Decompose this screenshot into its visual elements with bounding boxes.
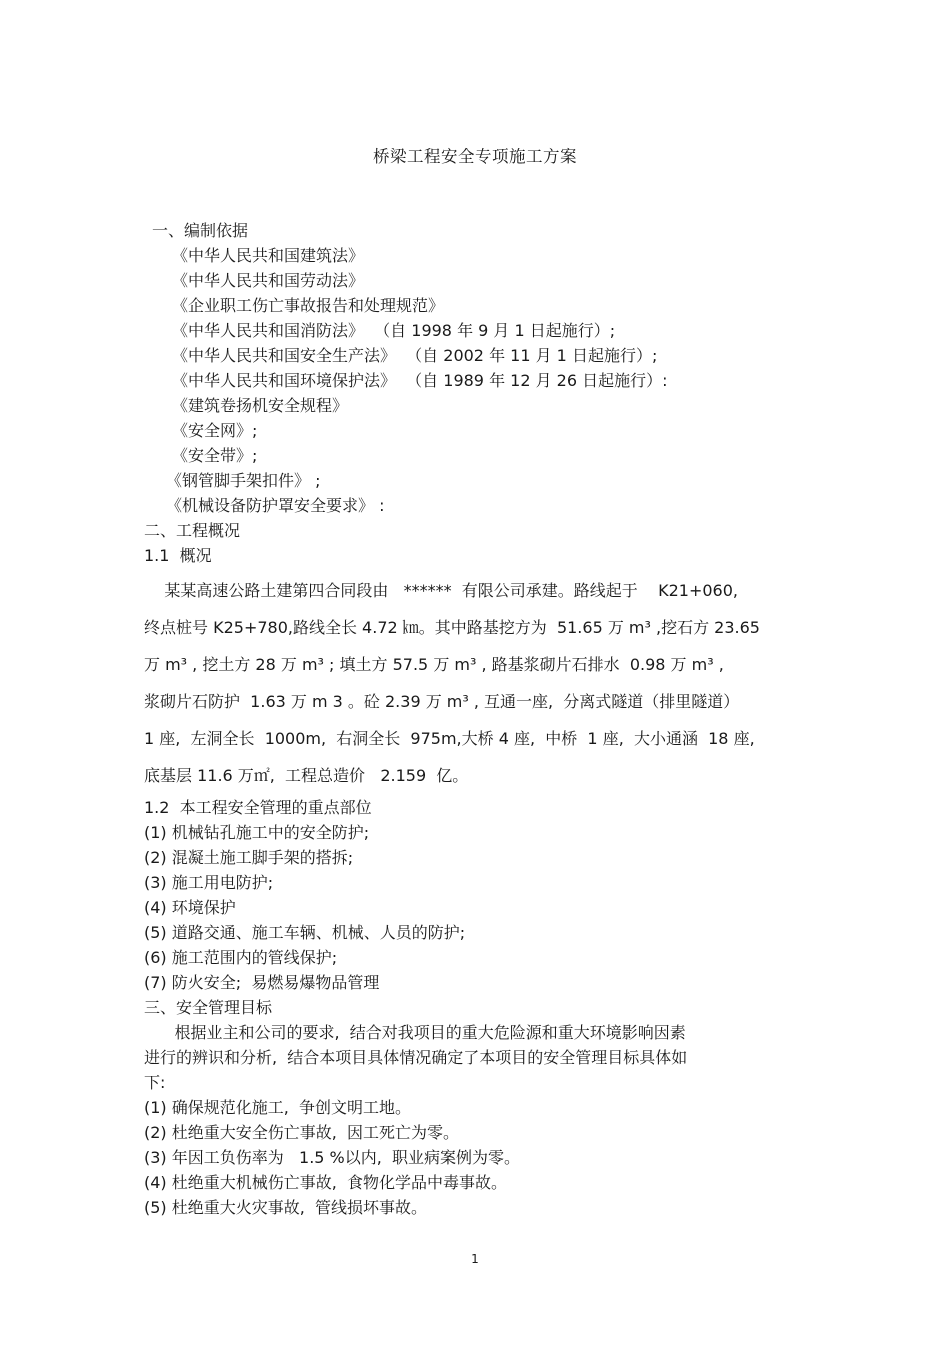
section-heading-overview: 二、工程概况 <box>144 521 241 540</box>
paragraph-line: 某某高速公路土建第四合同段由 ****** 有限公司承建。路线起于 K21+060, <box>144 581 739 600</box>
overview-paragraph <box>144 572 814 794</box>
reference-item: 《中华人民共和国环境保护法》 （自 1989 年 12 月 26 日起施行）: <box>172 371 668 390</box>
reference-item: 《中华人民共和国建筑法》 <box>172 246 365 265</box>
list-item: (1) 机械钻孔施工中的安全防护; <box>144 823 370 842</box>
reference-item: 《中华人民共和国安全生产法》 （自 2002 年 11 月 1 日起施行）; <box>172 346 658 365</box>
section-heading-basis: 一、编制依据 <box>152 221 249 240</box>
goal-item: (1) 确保规范化施工, 争创文明工地。 <box>144 1098 412 1117</box>
subsection-heading: 1.1 概况 <box>144 546 212 565</box>
goal-item: (5) 杜绝重大火灾事故, 管线损坏事故。 <box>144 1198 428 1217</box>
goal-item: (3) 年因工负伤率为 1.5 %以内, 职业病案例为零。 <box>144 1148 521 1167</box>
reference-item: 《企业职工伤亡事故报告和处理规范》 <box>172 296 445 315</box>
reference-item: 《安全网》; <box>172 421 258 440</box>
reference-item: 《钢管脚手架扣件》 ; <box>166 471 321 490</box>
subsection-heading: 1.2 本工程安全管理的重点部位 <box>144 798 372 817</box>
section-heading-goals: 三、安全管理目标 <box>144 998 273 1017</box>
list-item: (5) 道路交通、施工车辆、机械、人员的防护; <box>144 923 466 942</box>
list-item: (4) 环境保护 <box>144 898 236 917</box>
reference-item: 《中华人民共和国劳动法》 <box>172 271 365 290</box>
page-number: 1 <box>471 1252 479 1266</box>
goal-item: (4) 杜绝重大机械伤亡事故, 食物化学品中毒事故。 <box>144 1173 508 1192</box>
reference-item: 《建筑卷扬机安全规程》 <box>172 396 349 415</box>
paragraph-line: 下: <box>144 1073 166 1092</box>
reference-item: 《机械设备防护罩安全要求》 : <box>166 496 385 515</box>
list-item: (7) 防火安全; 易燃易爆物品管理 <box>144 973 380 992</box>
paragraph-line: 浆砌片石防护 1.63 万 m 3 。砼 2.39 万 m³ , 互通一座, 分离式隧道（排里隧道） <box>144 692 740 711</box>
paragraph-line: 1 座, 左洞全长 1000m, 右洞全长 975m,大桥 4 座, 中桥 1 座, 大小通涵 18 座, <box>144 729 755 748</box>
paragraph-line: 进行的辨识和分析, 结合本项目具体情况确定了本项目的安全管理目标具体如 <box>144 1048 688 1067</box>
list-item: (2) 混凝土施工脚手架的搭拆; <box>144 848 354 867</box>
paragraph-line: 终点桩号 K25+780,路线全长 4.72 ㎞。其中路基挖方为 51.65 万 m³ ,挖石方 23.65 <box>144 618 760 637</box>
paragraph-line: 根据业主和公司的要求, 结合对我项目的重大危险源和重大环境影响因素 <box>144 1023 686 1042</box>
document-title: 桥梁工程安全专项施工方案 <box>373 147 577 166</box>
reference-item: 《安全带》; <box>172 446 258 465</box>
reference-item: 《中华人民共和国消防法》 （自 1998 年 9 月 1 日起施行）; <box>172 321 616 340</box>
goal-item: (2) 杜绝重大安全伤亡事故, 因工死亡为零。 <box>144 1123 460 1142</box>
paragraph-line: 底基层 11.6 万㎡, 工程总造价 2.159 亿。 <box>144 766 469 785</box>
list-item: (3) 施工用电防护; <box>144 873 274 892</box>
list-item: (6) 施工范围内的管线保护; <box>144 948 338 967</box>
paragraph-line: 万 m³ , 挖土方 28 万 m³ ; 填土方 57.5 万 m³ , 路基浆砌片石排水 0.98 万 m³ , <box>144 655 724 674</box>
